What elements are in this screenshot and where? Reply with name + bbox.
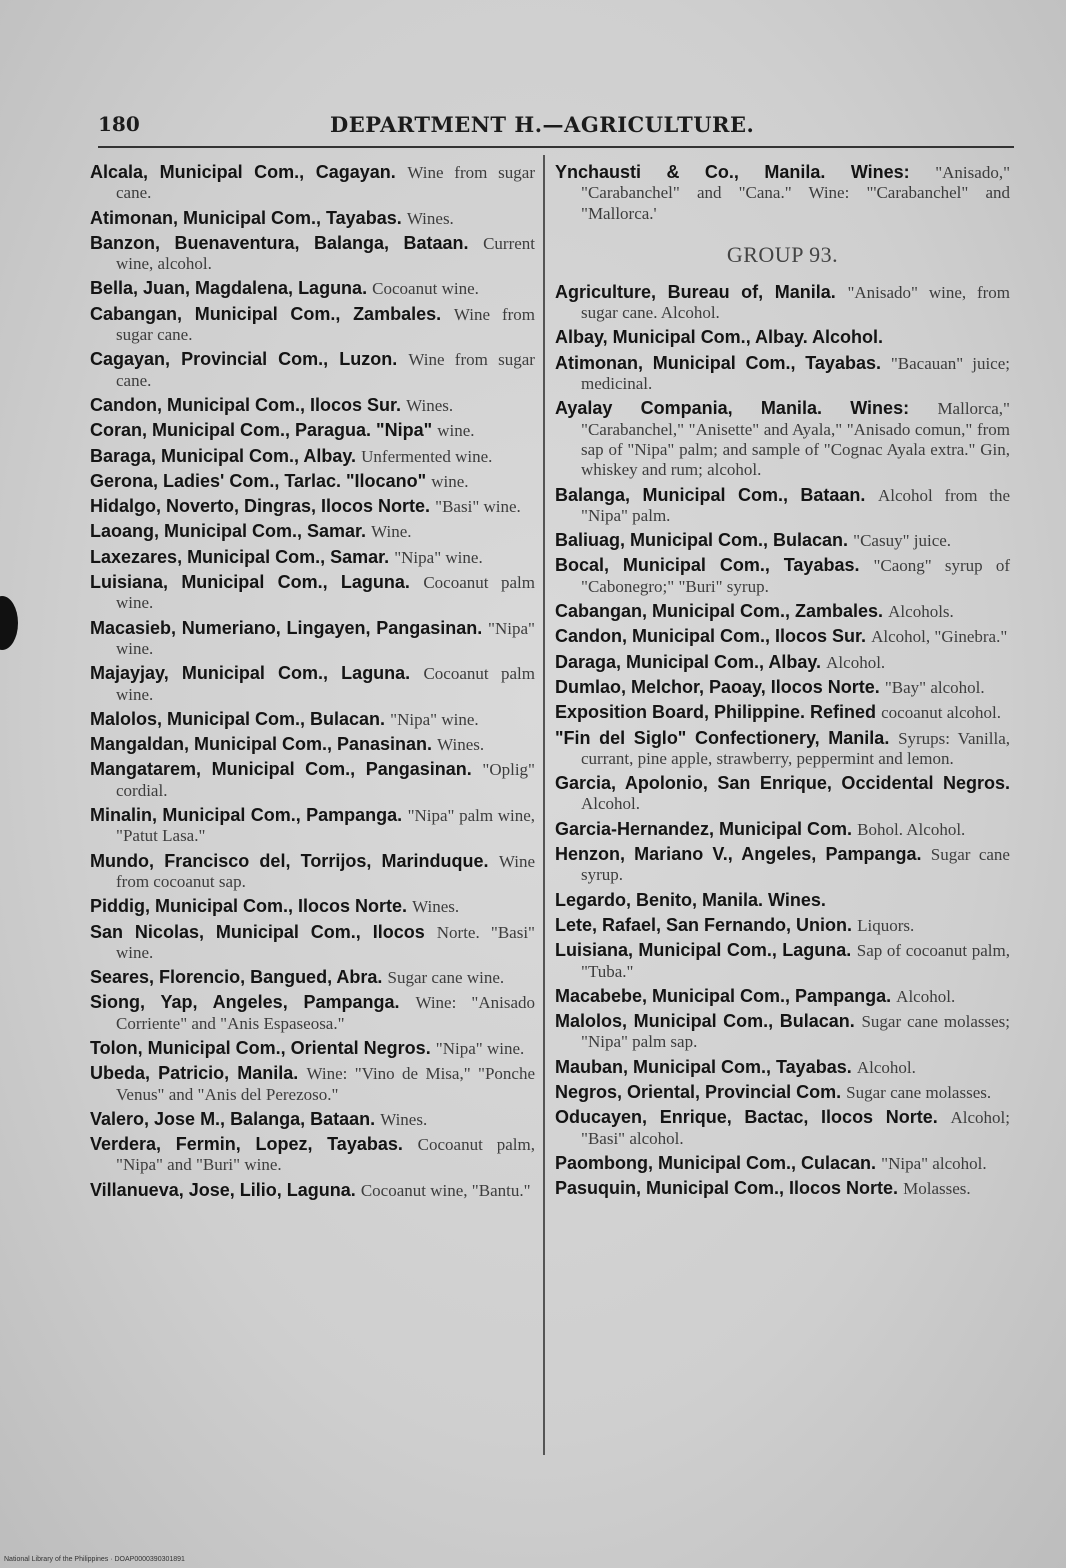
entry-name: Dumlao, Melchor, Paoay, Ilocos Norte.: [555, 676, 880, 697]
entry-description: Wine: "Anisado Corriente" and "Anis Espaseosa.": [116, 993, 535, 1033]
entry-name: Macasieb, Numeriano, Lingayen, Pangasinan.: [90, 617, 483, 638]
entry-description: Norte. "Basi" wine.: [116, 922, 535, 962]
entry-name: Piddig, Municipal Com., Ilocos Norte.: [90, 896, 408, 917]
entry: [555, 773, 1010, 815]
entry: [555, 890, 1010, 911]
entry-description: Wine from sugar cane.: [116, 350, 535, 390]
entry-description: "Bay" alcohol.: [884, 677, 985, 697]
entry-description: Bohol. Alcohol.: [857, 819, 966, 839]
running-head: DEPARTMENT H.—AGRICULTURE.: [330, 112, 755, 137]
entry-name: Luisiana, Municipal Com., Laguna.: [555, 940, 852, 961]
entry-description: Syrups: Vanilla, currant, pine apple, strawberry, peppermint and lemon.: [581, 728, 1011, 768]
entry: [555, 555, 1010, 597]
entry-name: Atimonan, Municipal Com., Tayabas.: [555, 352, 881, 373]
entry: [90, 496, 535, 517]
entry: [90, 208, 535, 229]
entry-name: Ayalay Compania, Manila. Wines:: [555, 398, 910, 419]
entry-description: "Casuy" juice.: [853, 531, 952, 551]
entry: [555, 282, 1010, 324]
entry-name: Cabangan, Municipal Com., Zambales.: [555, 601, 884, 622]
entry: [90, 572, 535, 614]
entry-name: Ubeda, Patricio, Manila.: [90, 1063, 299, 1084]
entry: [90, 709, 535, 730]
entry: [90, 304, 535, 346]
entry-description: Alcohol.: [856, 1057, 916, 1077]
entry: [90, 1038, 535, 1059]
entry-description: "Nipa" wine.: [116, 618, 535, 658]
entry-name: Mundo, Francisco del, Torrijos, Marinduque.: [90, 850, 489, 871]
entry-name: Cagayan, Provincial Com., Luzon.: [90, 349, 398, 370]
entry-name: Baliuag, Municipal Com., Bulacan.: [555, 530, 849, 551]
entry-description: Sugar cane wine.: [387, 968, 505, 988]
entry: [555, 626, 1010, 647]
entry-description: "Basi" wine.: [435, 497, 521, 517]
entry-name: Pasuquin, Municipal Com., Ilocos Norte.: [555, 1178, 899, 1199]
entry-name: Malolos, Municipal Com., Bulacan.: [555, 1011, 855, 1032]
entry-description: Alcohol, "Ginebra.": [871, 627, 1008, 647]
entry-description: Cocoanut palm, "Nipa" and "Buri" wine.: [116, 1135, 535, 1175]
entry-name: Oducayen, Enrique, Bactac, Ilocos Norte.: [555, 1107, 938, 1128]
entry-description: Mallorca," "Carabanchel," "Anisette" and Ayala," "Anisado comun," from sap of "Nipa" palm; and sample of "Cognac Ayala extra." Gin, whiskey and rum; alcohol.: [581, 399, 1010, 480]
entry-name: Malolos, Municipal Com., Bulacan.: [90, 708, 386, 729]
entry: [90, 1180, 535, 1201]
ink-blot: [0, 596, 18, 650]
entry: [90, 922, 535, 964]
entry-name: Exposition Board, Philippine. Refined: [555, 702, 877, 723]
column-divider: [543, 155, 545, 1455]
entry: [90, 618, 535, 660]
entry: [90, 896, 535, 917]
entry-name: Cabangan, Municipal Com., Zambales.: [90, 303, 442, 324]
entry-name: Henzon, Mariano V., Angeles, Pampanga.: [555, 844, 922, 865]
entry-name: Laoang, Municipal Com., Samar.: [90, 521, 367, 542]
entry-name: Mauban, Municipal Com., Tayabas.: [555, 1056, 852, 1077]
entry-name: Gerona, Ladies' Com., Tarlac. "Ilocano": [90, 470, 427, 491]
entry-description: Liquors.: [857, 915, 915, 935]
entry-name: Banzon, Buenaventura, Balanga, Bataan.: [90, 232, 469, 253]
entry-name: Hidalgo, Noverto, Dingras, Ilocos Norte.: [90, 496, 431, 517]
entry: [555, 1107, 1010, 1149]
entry-name: Garcia, Apolonio, San Enrique, Occidental Negros.: [555, 773, 1010, 794]
entry: [555, 601, 1010, 622]
entry: [555, 819, 1010, 840]
entry-description: wine.: [431, 471, 469, 491]
entry-name: Macabebe, Municipal Com., Pampanga.: [555, 985, 892, 1006]
entry-description: Sugar cane molasses; "Nipa" palm sap.: [581, 1012, 1011, 1052]
entry-description: Wines.: [406, 208, 454, 228]
entry: [90, 521, 535, 542]
entry: [555, 844, 1010, 886]
entry-name: San Nicolas, Municipal Com., Ilocos: [90, 921, 425, 942]
entry-description: Alcohol; "Basi" alcohol.: [581, 1108, 1010, 1148]
entry: [90, 1109, 535, 1130]
entry: [555, 702, 1010, 723]
entry-description: Sap of cocoanut palm, "Tuba.": [581, 941, 1011, 981]
entry-description: wine.: [437, 421, 475, 441]
entry-name: Siong, Yap, Angeles, Pampanga.: [90, 992, 400, 1013]
entry-name: Seares, Florencio, Bangued, Abra.: [90, 967, 383, 988]
entry: [90, 471, 535, 492]
entry-name: Balanga, Municipal Com., Bataan.: [555, 484, 866, 505]
entry: [555, 986, 1010, 1007]
entry-description: Wines.: [406, 395, 454, 415]
entry-description: Wine.: [371, 522, 412, 542]
entry: [90, 233, 535, 275]
entry-description: "Oplig" cordial.: [116, 760, 535, 800]
entry: [90, 349, 535, 391]
right-column: [555, 162, 1010, 1203]
entry: [555, 1011, 1010, 1053]
entry: [555, 1153, 1010, 1174]
entry-description: cocoanut alcohol.: [881, 703, 1002, 723]
entry: [555, 327, 1010, 348]
entry: [555, 162, 1010, 224]
entry-description: Unfermented wine.: [361, 446, 493, 466]
header-rule: [98, 146, 1014, 148]
entry-name: Bocal, Municipal Com., Tayabas.: [555, 555, 860, 576]
entry-description: Molasses.: [903, 1179, 971, 1199]
entry-description: Sugar cane syrup.: [581, 845, 1010, 885]
entry-name: Garcia-Hernandez, Municipal Com.: [555, 818, 853, 839]
entry-name: Candon, Municipal Com., Ilocos Sur.: [555, 626, 867, 647]
entry-description: "Nipa" wine.: [394, 547, 483, 567]
entry-name: Candon, Municipal Com., Ilocos Sur.: [90, 394, 402, 415]
entry: [555, 1057, 1010, 1078]
entry: [90, 851, 535, 893]
entry-description: Wine from sugar cane.: [116, 163, 535, 203]
entry-description: "Nipa" wine.: [390, 709, 479, 729]
entry-description: "Bacauan" juice; medicinal.: [581, 353, 1010, 394]
entry: [90, 967, 535, 988]
entry: [90, 759, 535, 801]
entry-description: Cocoanut wine.: [372, 279, 479, 299]
entry-description: Alcohol from the "Nipa" palm.: [581, 485, 1010, 525]
entry-description: Current wine, alcohol.: [116, 233, 535, 274]
entry: [90, 1063, 535, 1105]
entry: [90, 420, 535, 441]
entry: [90, 805, 535, 847]
entry-name: Tolon, Municipal Com., Oriental Negros.: [90, 1037, 431, 1058]
entry-description: Cocoanut palm wine.: [116, 573, 536, 613]
entry-description: Wines.: [437, 735, 485, 755]
entry: [90, 1134, 535, 1176]
entry: [555, 652, 1010, 673]
entry: [555, 728, 1010, 770]
entry-name: Daraga, Municipal Com., Albay.: [555, 651, 822, 672]
entry-name: Villanueva, Jose, Lilio, Laguna.: [90, 1179, 356, 1200]
entry-description: "Nipa" alcohol.: [881, 1153, 987, 1173]
entry-description: Cocoanut wine, "Bantu.": [360, 1180, 531, 1200]
entry-name: Baraga, Municipal Com., Albay.: [90, 445, 357, 466]
entry-description: Alcohol.: [896, 986, 956, 1006]
entry-description: Wine from cocoanut sap.: [116, 851, 535, 891]
entry: [555, 1178, 1010, 1199]
entry-name: Legardo, Benito, Manila. Wines.: [555, 889, 826, 910]
entry-description: Wine: "Vino de Misa," "Ponche Venus" and "Anis del Perezoso.": [116, 1064, 535, 1104]
entry: [555, 398, 1010, 480]
entry: [555, 915, 1010, 936]
entry-name: Negros, Oriental, Provincial Com.: [555, 1081, 842, 1102]
page-number: 180: [98, 112, 140, 136]
entry: [90, 663, 535, 705]
entry-name: Coran, Municipal Com., Paragua. "Nipa": [90, 420, 433, 441]
entry-name: Luisiana, Municipal Com., Laguna.: [90, 572, 410, 593]
entry-name: Lete, Rafael, San Fernando, Union.: [555, 914, 853, 935]
entry-name: Albay, Municipal Com., Albay. Alcohol.: [555, 327, 884, 348]
footer-credit: National Library of the Philippines · DOAP0000390301891: [4, 1556, 185, 1563]
entry-name: Ynchausti & Co., Manila. Wines:: [555, 162, 910, 182]
entry-name: Agriculture, Bureau of, Manila.: [555, 281, 836, 302]
entry-name: Laxezares, Municipal Com., Samar.: [90, 546, 390, 567]
entry-description: "Nipa" wine.: [435, 1038, 525, 1058]
entry: [555, 353, 1010, 395]
entry: [555, 485, 1010, 527]
entry: [90, 547, 535, 568]
entry: [555, 677, 1010, 698]
entry-name: Mangaldan, Municipal Com., Panasinan.: [90, 734, 433, 755]
entry-description: Wine from sugar cane.: [116, 304, 536, 345]
entry-description: Wines.: [380, 1109, 428, 1129]
entry-name: Verdera, Fermin, Lopez, Tayabas.: [90, 1134, 403, 1155]
entry: [90, 395, 535, 416]
entry: [90, 734, 535, 755]
entry-description: Cocoanut palm wine.: [116, 664, 535, 704]
entry-description: Alcohol.: [581, 794, 641, 814]
entry-name: Minalin, Municipal Com., Pampanga.: [90, 805, 403, 826]
entry-name: "Fin del Siglo" Confectionery, Manila.: [555, 727, 890, 748]
entry-name: Majayjay, Municipal Com., Laguna.: [90, 663, 411, 684]
left-column: [90, 162, 535, 1205]
entry-description: Wines.: [412, 897, 460, 917]
entry-name: Alcala, Municipal Com., Cagayan.: [90, 162, 396, 182]
entry: [90, 162, 535, 204]
entry-description: Alcohol.: [826, 652, 886, 672]
entry-name: Valero, Jose M., Balanga, Bataan.: [90, 1108, 376, 1129]
entry-description: "Anisado" wine, from sugar cane. Alcohol.: [581, 282, 1010, 323]
entry-description: Sugar cane molasses.: [846, 1082, 992, 1102]
entry-name: Atimonan, Municipal Com., Tayabas.: [90, 207, 402, 228]
entry-name: Paombong, Municipal Com., Culacan.: [555, 1152, 877, 1173]
entry: [90, 446, 535, 467]
entry-description: "Nipa" palm wine, "Patut Lasa.": [116, 806, 535, 846]
entry-name: Mangatarem, Municipal Com., Pangasinan.: [90, 759, 472, 780]
entry-description: Alcohols.: [888, 602, 954, 622]
group-heading: GROUP 93.: [726, 241, 839, 267]
entry-description: "Caong" syrup of "Cabonegro;" "Buri" syrup.: [581, 556, 1010, 596]
entry: [555, 1082, 1010, 1103]
entry: [90, 992, 535, 1034]
entry: [90, 278, 535, 299]
entry-description: "Anisado," "Carabanchel" and "Cana." Wine: "'Carabanchel" and "Mallorca.': [581, 163, 1011, 223]
entry-name: Bella, Juan, Magdalena, Laguna.: [90, 278, 368, 299]
entry: [555, 940, 1010, 982]
entry: [555, 530, 1010, 551]
